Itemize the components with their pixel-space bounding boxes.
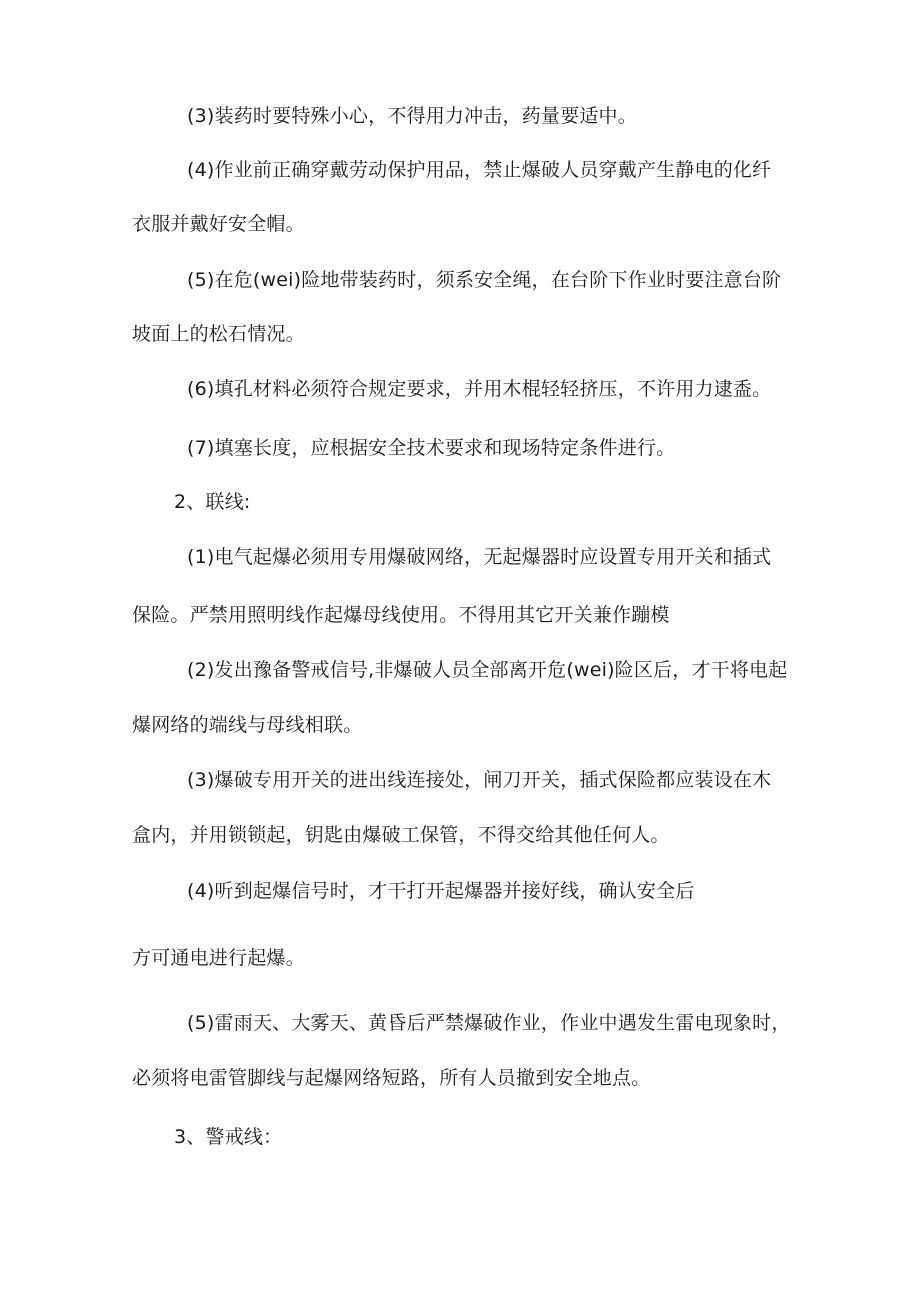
paragraph-5-continuation-shortcircuit: 必须将电雷管脚线与起爆网络短路，所有人员撤到安全地点。 [132, 1067, 651, 1089]
paragraph-3-loading-care: (3)装药时要特殊小心，不得用力冲击，药量要适中。 [187, 105, 637, 127]
paragraph-4-continuation: 衣服并戴好安全帽。 [132, 213, 305, 235]
paragraph-2-warning-signal: (2)发出豫备警戒信号,非爆破人员全部离开危(wei)险区后，才干将电起 [187, 659, 788, 681]
paragraph-2-continuation: 爆网络的端线与母线相联。 [132, 714, 363, 736]
section-3-heading: 3、警戒线： [174, 1126, 283, 1148]
paragraph-1-electric-firing: (1)电气起爆必须用专用爆破网络，无起爆器时应设置专用开关和插式 [187, 546, 772, 568]
paragraph-4-firing-signal: (4)听到起爆信号时，才干打开起爆器并接好线，确认安全后 [187, 880, 695, 902]
paragraph-4-continuation-firing: 方可通电进行起爆。 [132, 947, 305, 969]
section-2-heading: 2、联线: [174, 491, 251, 513]
paragraph-7-stemming-length: (7)填塞长度，应根据安全技术要求和现场特定条件进行。 [187, 437, 676, 459]
paragraph-5-hazard-zone: (5)在危(wei)险地带装药时，须系安全绳，在台阶下作业时要注意台阶 [187, 269, 782, 291]
paragraph-4-protective-gear: (4)作业前正确穿戴劳动保护用品，禁止爆破人员穿戴产生静电的化纤 [187, 159, 772, 181]
paragraph-3-switch-box: (3)爆破专用开关的进出线连接处，闸刀开关，插式保险都应装设在木 [187, 769, 772, 791]
paragraph-6-filling-material: (6)填孔材料必须符合规定要求，并用木棍轻轻挤压，不许用力逮盉。 [187, 378, 772, 400]
paragraph-3-continuation: 盒内，并用锁锁起，钥匙由爆破工保管，不得交给其他任何人。 [132, 824, 670, 846]
paragraph-1-continuation: 保险。严禁用照明线作起爆母线使用。不得用其它开关兼作蹦模 [132, 604, 670, 626]
paragraph-5-continuation: 坡面上的松石情况。 [132, 323, 305, 345]
paragraph-5-thunderstorm: (5)雷雨天、大雾天、黄昏后严禁爆破作业，作业中遇发生雷电现象时， [187, 1012, 791, 1034]
